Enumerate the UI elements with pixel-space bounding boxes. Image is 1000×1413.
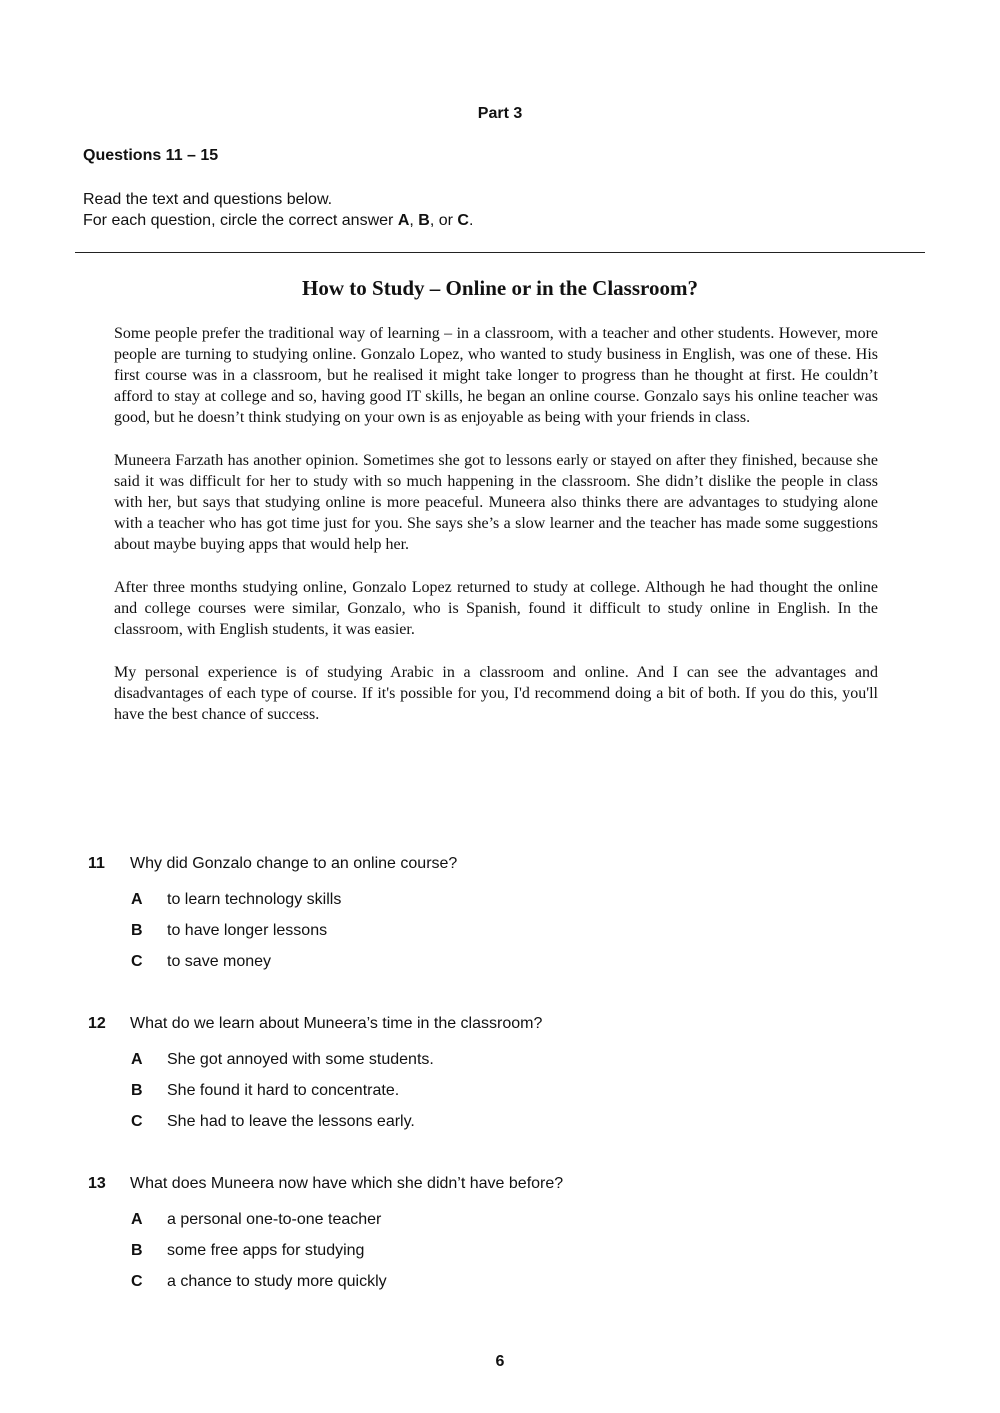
question-text: What does Muneera now have which she didn’t have before?	[130, 1175, 564, 1192]
answer-option-b[interactable]	[131, 1080, 908, 1111]
question-13	[88, 1173, 908, 1302]
instruction-line-1: Read the text and questions below.	[83, 191, 333, 208]
question-list	[88, 853, 908, 1333]
option-text: a personal one-to-one teacher	[167, 1211, 382, 1228]
answer-option-c[interactable]	[131, 951, 908, 982]
option-text: to learn technology skills	[167, 891, 342, 908]
instruction-option-c: C	[457, 212, 469, 229]
option-text: to save money	[167, 953, 272, 970]
option-text: some free apps for studying	[167, 1242, 365, 1259]
answer-option-b[interactable]	[131, 920, 908, 951]
article-body	[114, 323, 878, 747]
article-paragraph: After three months studying online, Gonzalo Lopez returned to study at college. Although he had thought the online and college courses were similar, Gonzalo, who is Spanish, found it difficult to study online in English. In the classroom, with English students, it was easier.	[114, 579, 878, 638]
answer-option-b[interactable]	[131, 1240, 908, 1271]
option-letter: A	[131, 1211, 143, 1228]
answer-option-a[interactable]	[131, 1049, 908, 1080]
answer-options	[88, 1049, 908, 1142]
article-title: How to Study – Online or in the Classroom?	[302, 276, 698, 300]
instruction-separator: ,	[409, 212, 419, 229]
option-text: She got annoyed with some students.	[167, 1051, 434, 1068]
option-text: a chance to study more quickly	[167, 1273, 387, 1290]
instruction-line-2	[83, 210, 473, 231]
question-number: 13	[88, 1175, 106, 1192]
question-number: 12	[88, 1015, 106, 1032]
question-11	[88, 853, 908, 982]
answer-option-c[interactable]	[131, 1111, 908, 1142]
answer-option-a[interactable]	[131, 1209, 908, 1240]
option-letter: C	[131, 1273, 143, 1290]
article-paragraph: Some people prefer the traditional way of learning – in a classroom, with a teacher and other students. However, more people are turning to studying online. Gonzalo Lopez, who wanted to study business in English, was one of these. His first course was in a classroom, but he realised it might take longer to progress than he thought at first. He couldn’t afford to stay at college and so, having good IT skills, he began an online course. Gonzalo says his online teacher was good, but he doesn’t think studying on your own is as enjoyable as being with your friends in class.	[114, 325, 878, 426]
answer-options	[88, 889, 908, 982]
option-text: to have longer lessons	[167, 922, 328, 939]
question-text: What do we learn about Muneera’s time in the classroom?	[130, 1015, 543, 1032]
option-letter: B	[131, 922, 143, 939]
section-divider	[75, 252, 925, 253]
question-text: Why did Gonzalo change to an online course?	[130, 855, 458, 872]
option-text: She found it hard to concentrate.	[167, 1082, 400, 1099]
answer-option-a[interactable]	[131, 889, 908, 920]
option-letter: C	[131, 953, 143, 970]
question-stem	[88, 1013, 908, 1035]
answer-options	[88, 1209, 908, 1302]
option-letter: B	[131, 1242, 143, 1259]
instruction-option-b: B	[418, 212, 430, 229]
option-letter: C	[131, 1113, 143, 1130]
question-number: 11	[88, 855, 105, 872]
instructions	[83, 189, 473, 231]
question-stem	[88, 853, 908, 875]
page-number: 6	[495, 1353, 505, 1370]
instruction-prefix: For each question, circle the correct answer	[83, 212, 398, 229]
instruction-end: .	[468, 212, 474, 229]
instruction-separator: , or	[429, 212, 458, 229]
instruction-option-a: A	[397, 212, 410, 229]
question-12	[88, 1013, 908, 1142]
article-paragraph: Muneera Farzath has another opinion. Sometimes she got to lessons early or stayed on after they finished, because she said it was difficult for her to study with so much happening in the classroom. She didn’t dislike the people in class with her, but says that studying online is more peaceful. Muneera also thinks there are advantages to studying alone with a teacher who has got time just for you. She says she’s a slow learner and the teacher has made some suggestions about maybe buying apps that would help her.	[114, 452, 878, 553]
part-label: Part 3	[477, 105, 523, 122]
article-paragraph: My personal experience is of studying Arabic in a classroom and online. And I can see the advantages and disadvantages of each type of course. If it's possible for you, I'd recommend doing a bit of both. If you do this, you'll have the best chance of success.	[114, 664, 878, 723]
answer-option-c[interactable]	[131, 1271, 908, 1302]
questions-range-heading: Questions 11 – 15	[83, 147, 219, 164]
option-letter: A	[131, 891, 143, 908]
question-stem	[88, 1173, 908, 1195]
option-text: She had to leave the lessons early.	[167, 1113, 415, 1130]
option-letter: A	[131, 1051, 143, 1068]
option-letter: B	[131, 1082, 143, 1099]
